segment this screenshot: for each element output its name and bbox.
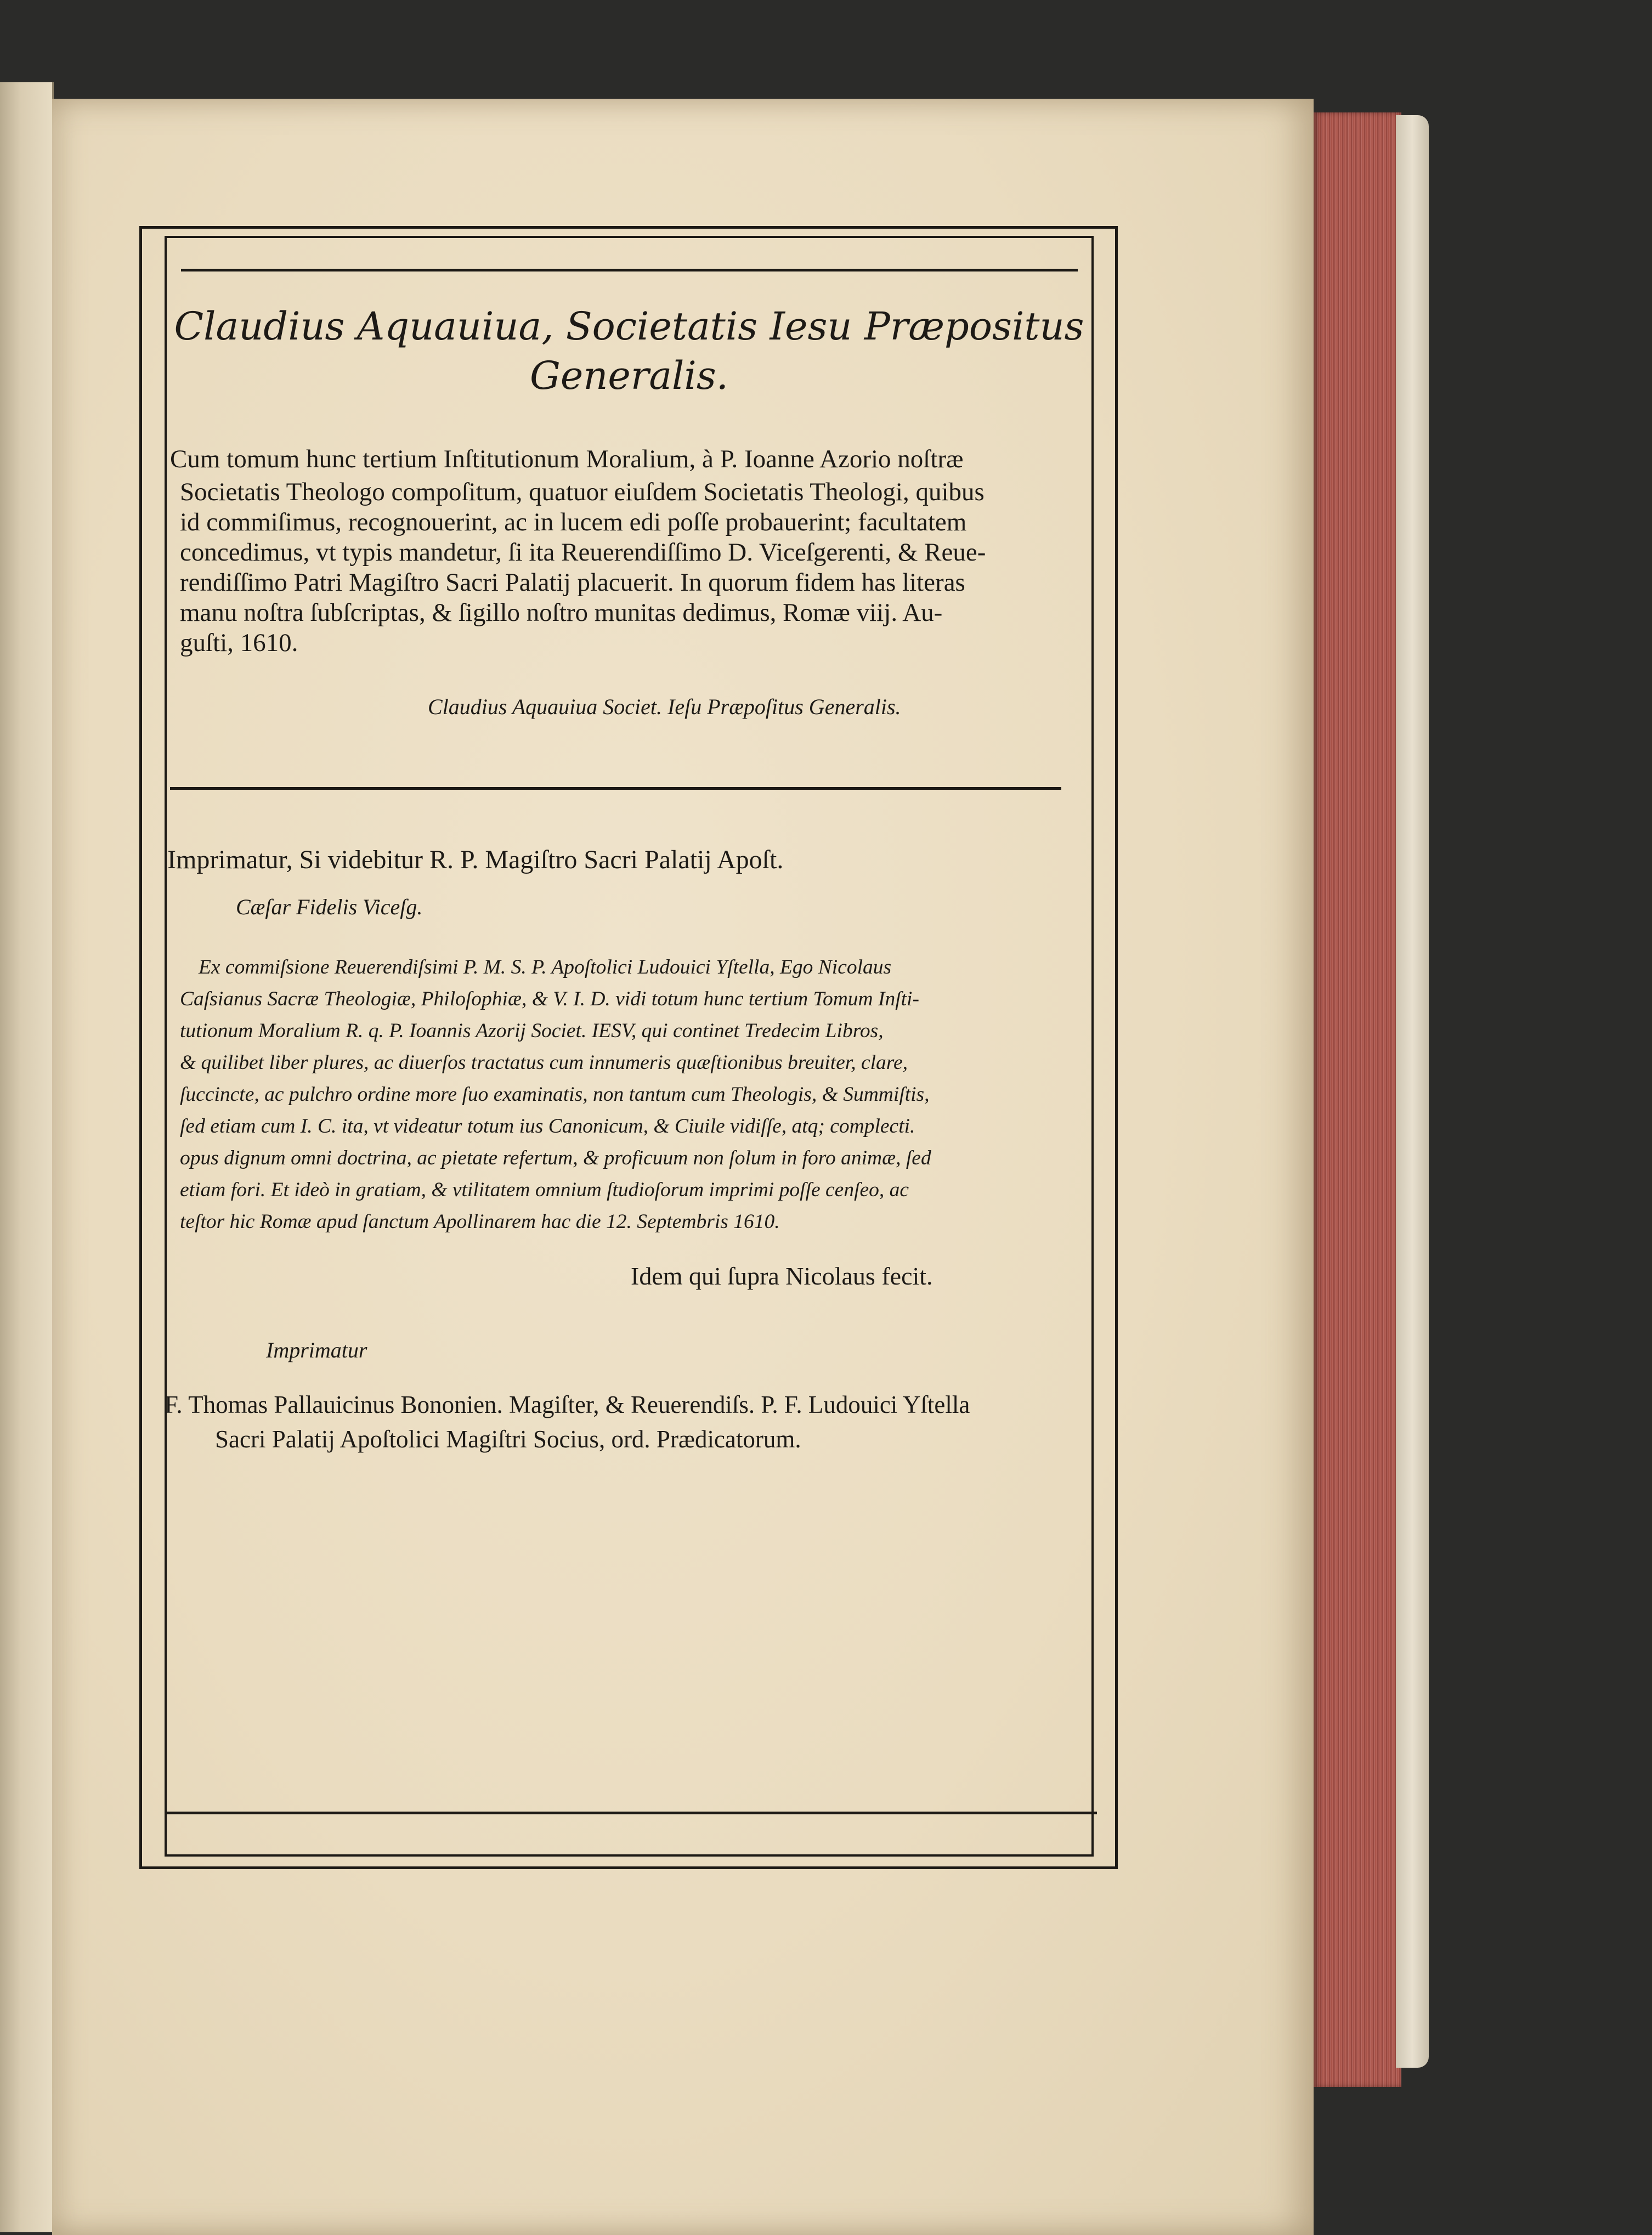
bottom-rule bbox=[165, 1812, 1097, 1814]
top-rule bbox=[181, 269, 1078, 271]
final-approval-line: Sacri Palatij Apoſtolici Magiſtri Socius, ord. Prædicatorum. bbox=[215, 1425, 801, 1453]
middle-rule bbox=[170, 787, 1061, 790]
title-line-1: Claudius Aquauiua, Societatis Iesu Præpositus bbox=[174, 304, 1084, 349]
censor-line: opus dignum omni doctrina, ac pietate refertum, & proficuum non ſolum in foro animæ, ſed bbox=[180, 1147, 931, 1169]
censor-line: Caſsianus Sacræ Theologiæ, Philoſophiæ, & V. I. D. vidi totum hunc tertium Tomum Inſti- bbox=[180, 988, 919, 1010]
censor-line: tutionum Moralium R. q. P. Ioannis Azorij Societ. IESV, qui continet Tredecim Libros, bbox=[180, 1020, 884, 1042]
final-approval-line: F. Thomas Pallauicinus Bononien. Magiſter, & Reuerendiſs. P. F. Ludouici Yſtella bbox=[165, 1391, 970, 1418]
imprimatur-line: Imprimatur, Si videbitur R. P. Magiſtro Sacri Palatij Apoſt. bbox=[167, 845, 784, 874]
censor-line: etiam fori. Et ideò in gratiam, & vtilitatem omnium ſtudioſorum imprimi poſſe cenſeo, ac bbox=[180, 1179, 909, 1201]
letter-line: Societatis Theologo compoſitum, quatuor eiuſdem Societatis Theologi, quibus bbox=[180, 478, 985, 506]
imprimatur-label: Imprimatur bbox=[266, 1338, 367, 1362]
letter-line: rendiſſimo Patri Magiſtro Sacri Palatij placuerit. In quorum fidem has literas bbox=[180, 568, 965, 597]
title-line-2: Generalis. bbox=[530, 353, 728, 398]
letter-signature: Claudius Aquauiua Societ. Ieſu Præpoſitus Generalis. bbox=[428, 694, 901, 719]
vicegerent-signature: Cæſar Fidelis Viceſg. bbox=[236, 895, 423, 919]
letter-line: concedimus, vt typis mandetur, ſi ita Reuerendiſſimo D. Viceſgerenti, & Reue- bbox=[180, 538, 986, 567]
censor-line: teſtor hic Romæ apud ſanctum Apollinarem hac die 12. Septembris 1610. bbox=[180, 1210, 780, 1233]
left-page-edge bbox=[0, 82, 54, 2232]
censor-line: ſuccincte, ac pulchro ordine more ſuo examinatis, non tantum cum Theologis, & Summiſtis, bbox=[180, 1083, 930, 1106]
censor-line: ſed etiam cum I. C. ita, vt videatur totum ius Canonicum, & Ciuile vidiſſe, atq; complecti. bbox=[180, 1115, 915, 1138]
letter-line: guſti, 1610. bbox=[180, 629, 298, 657]
letter-line: manu noſtra ſubſcriptas, & ſigillo noſtro munitas dedimus, Romæ viij. Au- bbox=[180, 598, 943, 627]
censor-signature: Idem qui ſupra Nicolaus fecit. bbox=[631, 1262, 933, 1290]
letter-line: Cum tomum hunc tertium Inſtitutionum Moralium, à P. Ioanne Azorio noſtræ bbox=[170, 445, 964, 473]
book-cover-right bbox=[1396, 115, 1429, 2068]
page-edges-red bbox=[1314, 112, 1401, 2087]
letter-line: id commiſimus, recognouerint, ac in lucem edi poſſe probauerint; facultatem bbox=[180, 508, 967, 536]
censor-line: Ex commiſsione Reuerendiſsimi P. M. S. P. Apoſtolici Ludouici Yſtella, Ego Nicolaus bbox=[199, 956, 892, 978]
censor-line: & quilibet liber plures, ac diuerſos tractatus cum innumeris quæſtionibus breuiter, clare, bbox=[180, 1051, 908, 1074]
